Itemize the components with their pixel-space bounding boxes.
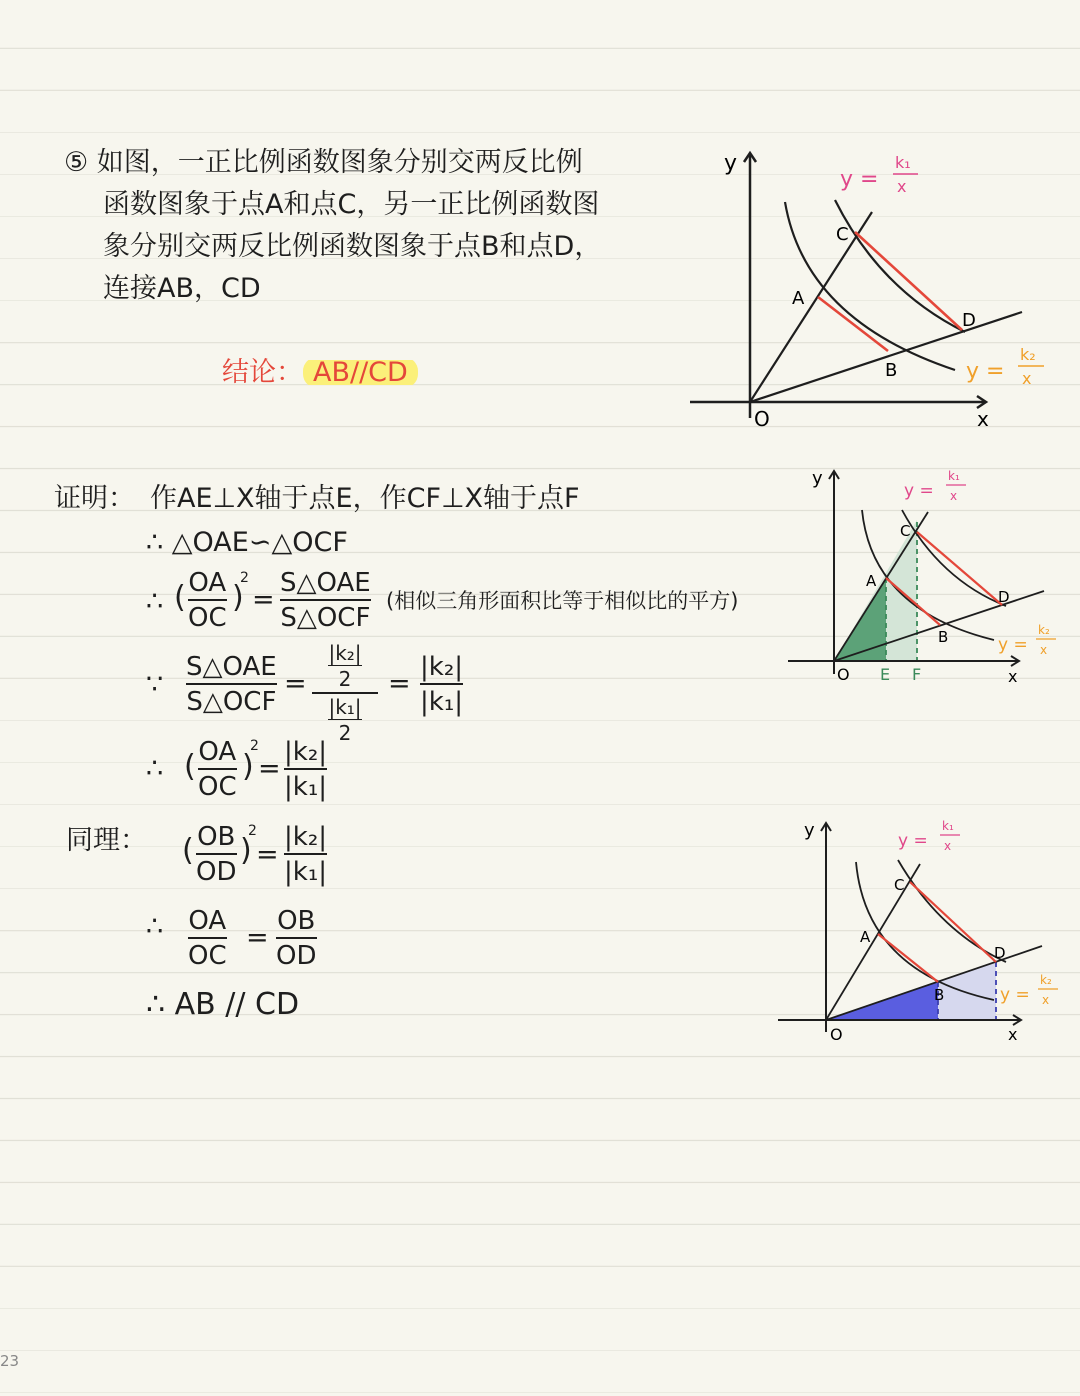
segment-ab	[818, 297, 888, 351]
because-symbol: ∵	[146, 669, 164, 700]
k-ratio	[420, 652, 463, 717]
right-paren: )	[232, 580, 244, 615]
y-axis-label: y	[812, 468, 823, 489]
k2-over-2	[328, 642, 361, 690]
line-od	[750, 312, 1022, 402]
point-e-label: E	[880, 665, 891, 684]
point-f-label: F	[912, 665, 922, 684]
segment-cd	[917, 532, 1002, 605]
curve-k1-equation: y =	[904, 481, 934, 501]
denominator: OC	[188, 941, 227, 971]
square-exponent: 2	[248, 823, 257, 839]
therefore-symbol: ∴	[146, 753, 164, 784]
denominator: 2	[338, 667, 352, 691]
problem-line-3: 象分别交两反比例函数图象于点B和点D，	[103, 231, 602, 262]
compound-fraction	[312, 642, 378, 744]
curve-k2-equation: y =	[1000, 985, 1030, 1005]
point-b-label: B	[885, 360, 898, 381]
page-number: 23	[0, 1352, 20, 1370]
denominator: OD	[276, 941, 317, 971]
line-oc	[750, 212, 872, 402]
right-paren: )	[240, 833, 252, 868]
numerator: |k₁|	[328, 695, 362, 719]
curve-k1-numerator: k₁	[948, 469, 960, 483]
curve-k2-denominator: x	[1022, 369, 1032, 388]
conclusion-highlight: AB//CD	[303, 357, 418, 388]
problem-line-2: 函数图象于点A和点C，另一正比例函数图	[103, 189, 600, 220]
numerator: |k₂|	[328, 641, 362, 665]
left-paren: (	[174, 580, 186, 615]
segment-cd	[855, 232, 962, 330]
ratio-oa-oc-3	[188, 906, 227, 971]
equals-sign: =	[258, 753, 281, 784]
point-a-label: A	[866, 572, 877, 590]
equals-sign: =	[246, 922, 269, 953]
numerator: OA	[188, 568, 227, 598]
area-ratio	[280, 568, 371, 633]
curve-k2-denominator: x	[1040, 643, 1048, 657]
equals-sign: =	[284, 668, 307, 699]
denominator: 2	[338, 721, 352, 745]
conclusion-label: 结论：	[222, 357, 303, 388]
left-paren: (	[182, 833, 194, 868]
x-axis-label: x	[977, 407, 989, 431]
numerator: |k₂|	[284, 822, 327, 852]
graph-main	[680, 140, 1070, 440]
final-conclusion: ∴ AB // CD	[146, 987, 300, 1022]
curve-k2-numerator: k₂	[1020, 345, 1036, 364]
ratio-ob-od	[196, 822, 237, 887]
curve-k1-denominator: x	[944, 839, 952, 853]
curve-k1	[785, 202, 955, 370]
right-paren: )	[242, 749, 254, 784]
curve-k1-equation: y =	[898, 831, 928, 851]
point-d-label: D	[962, 310, 976, 331]
origin-label: O	[830, 1025, 843, 1044]
numerator: S△OAE	[186, 652, 277, 682]
equals-sign: =	[256, 839, 279, 870]
similarity-note: (相似三角形面积比等于相似比的平方)	[386, 589, 739, 613]
curve-k2-equation: y =	[998, 635, 1028, 655]
curve-k1-denominator: x	[950, 489, 958, 503]
numerator: OB	[197, 822, 236, 852]
therefore-symbol: ∴	[146, 911, 164, 942]
denominator: |k₁|	[284, 772, 327, 802]
problem-line-4: 连接AB，CD	[103, 273, 261, 304]
denominator: OC	[188, 603, 227, 633]
origin-label: O	[837, 665, 850, 684]
point-c-label: C	[900, 522, 911, 540]
point-a-label: A	[792, 288, 805, 309]
k-ratio-3	[284, 822, 327, 887]
numerator: OB	[277, 906, 316, 936]
ratio-oa-oc-2	[198, 737, 237, 802]
curve-k2-denominator: x	[1042, 993, 1050, 1007]
equals-sign: =	[252, 584, 275, 615]
point-b-label: B	[934, 986, 945, 1004]
numerator: OA	[188, 906, 227, 936]
k1-over-2	[328, 696, 361, 744]
denominator: |k₁|	[284, 857, 327, 887]
proof-step-1: 作AE⊥X轴于点E，作CF⊥X轴于点F	[150, 483, 580, 514]
curve-k2-equation: y =	[966, 359, 1005, 384]
ratio-oa-oc	[188, 568, 227, 633]
y-axis-label: y	[804, 820, 815, 841]
origin-label: O	[754, 407, 770, 431]
denominator: S△OCF	[186, 687, 277, 717]
denominator: |k₁|	[420, 687, 463, 717]
point-b-label: B	[938, 628, 949, 646]
curve-k1-numerator: k₁	[942, 819, 954, 833]
denominator: OD	[196, 857, 237, 887]
segment-cd	[910, 882, 996, 962]
point-d-label: D	[998, 588, 1010, 606]
numerator: OA	[198, 737, 237, 767]
curve-k2	[835, 200, 965, 332]
square-exponent: 2	[250, 738, 259, 754]
left-paren: (	[184, 749, 196, 784]
ratio-ob-od-2	[276, 906, 317, 971]
point-c-label: C	[836, 224, 849, 245]
curve-k1-equation: y =	[840, 167, 879, 192]
square-exponent: 2	[240, 570, 249, 586]
point-a-label: A	[860, 928, 871, 946]
graph-similar-triangles	[780, 460, 1070, 690]
numerator: S△OAE	[280, 568, 371, 598]
denominator: OC	[198, 772, 237, 802]
x-axis-label: x	[1008, 1025, 1018, 1044]
proof-step-2: ∴ △OAE∽△OCF	[146, 527, 348, 558]
equals-sign: =	[388, 668, 411, 699]
curve-k2-numerator: k₂	[1040, 973, 1052, 987]
y-axis-label: y	[724, 151, 738, 176]
curve-k1-numerator: k₁	[895, 153, 911, 172]
proof-label: 证明：	[54, 483, 135, 514]
segment-ab	[878, 934, 938, 982]
conclusion	[222, 356, 418, 390]
curve-k1-denominator: x	[897, 177, 907, 196]
area-ratio-2	[186, 652, 277, 717]
point-c-label: C	[894, 876, 905, 894]
numerator: |k₂|	[420, 652, 463, 682]
problem-line-1: ⑤ 如图，一正比例函数图象分别交两反比例	[64, 147, 583, 178]
numerator: |k₂|	[284, 737, 327, 767]
graph-similar-triangles-2	[770, 812, 1070, 1052]
denominator: S△OCF	[280, 603, 371, 633]
k-ratio-2	[284, 737, 327, 802]
same-reasoning-label: 同理：	[66, 825, 147, 856]
point-d-label: D	[994, 944, 1006, 962]
x-axis-label: x	[1008, 667, 1018, 686]
therefore-symbol: ∴	[146, 586, 164, 617]
curve-k2-numerator: k₂	[1038, 623, 1050, 637]
